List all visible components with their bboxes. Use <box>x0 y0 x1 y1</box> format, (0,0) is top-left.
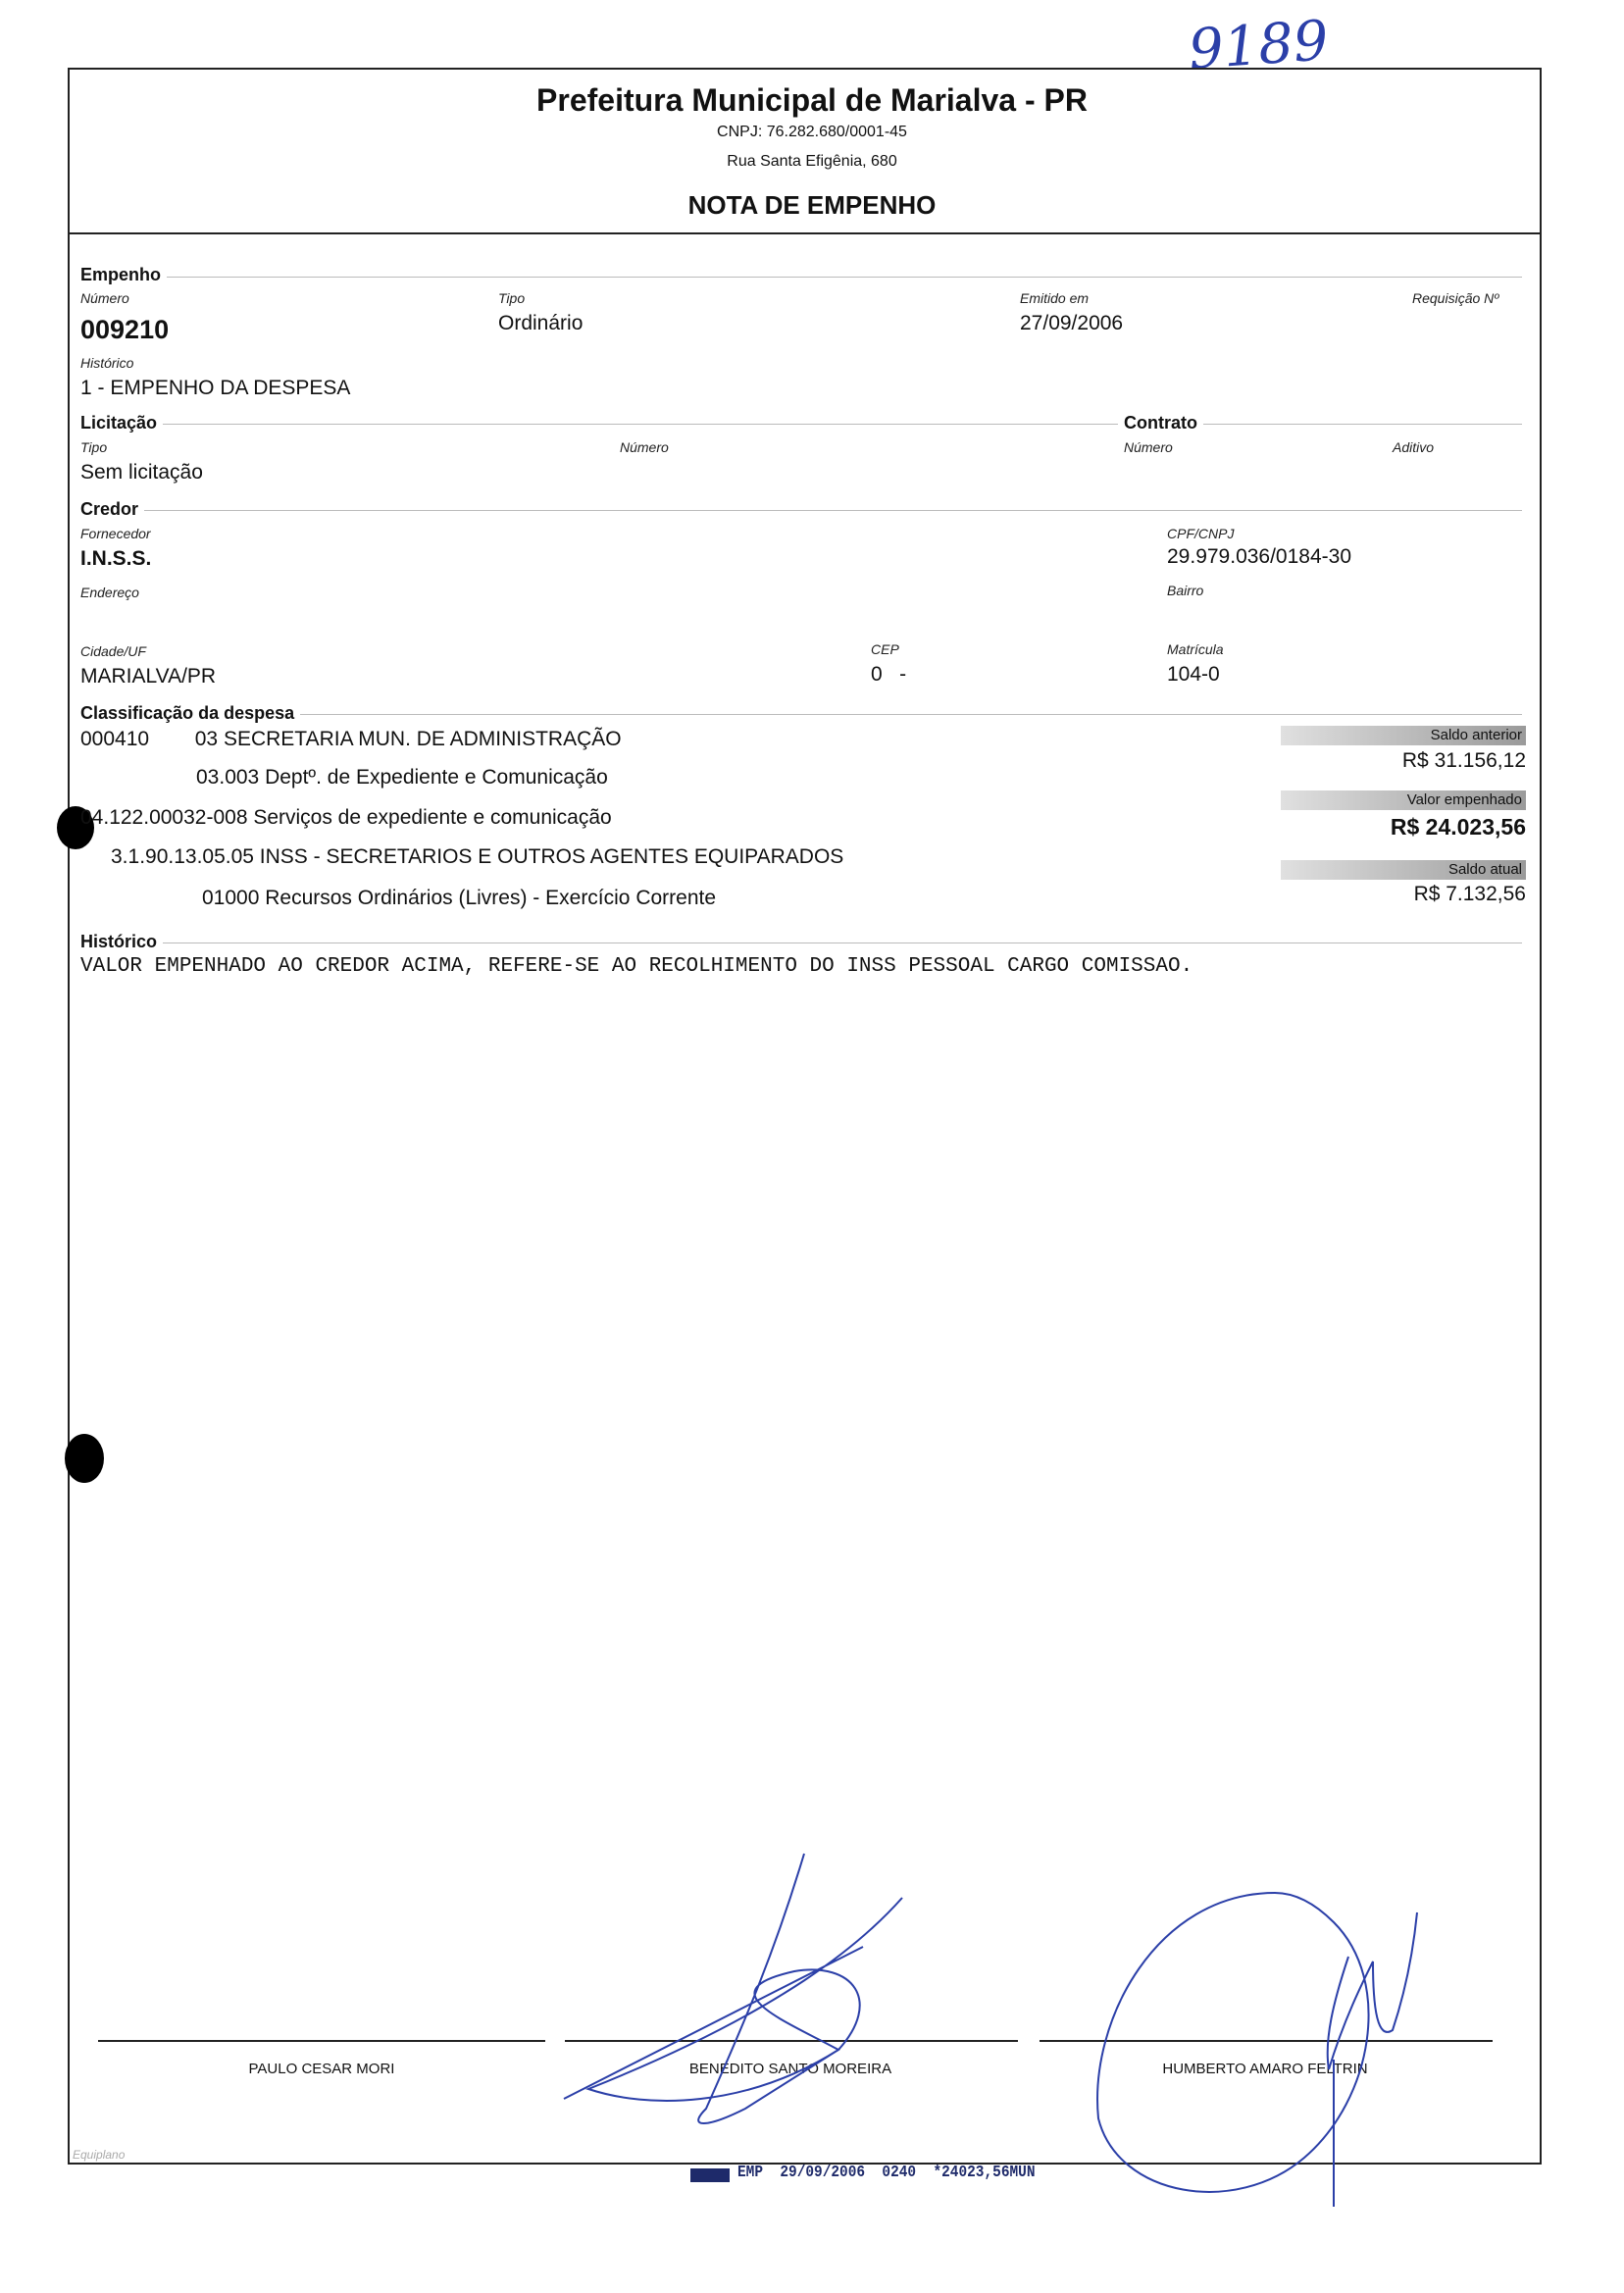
numero-label: Número <box>80 290 129 306</box>
document-title: NOTA DE EMPENHO <box>687 190 937 220</box>
signature-name-1: PAULO CESAR MORI <box>248 2061 395 2077</box>
software-credit: Equiplano <box>73 2148 126 2162</box>
classificacao-line-3: 04.122.00032-008 Serviços de expediente e comunicação <box>80 806 612 829</box>
classificacao-line-2: 03.003 Deptº. de Expediente e Comunicação <box>196 766 608 789</box>
historico-section-title: Histórico <box>80 932 163 952</box>
cidade-label: Cidade/UF <box>80 643 146 659</box>
tipo-value: Ordinário <box>498 312 584 334</box>
print-stamp: EMP 29/09/2006 0240 *24023,56MUN <box>737 2164 1036 2182</box>
emitido-label: Emitido em <box>1020 290 1090 306</box>
saldo-atual-value: R$ 7.132,56 <box>1413 883 1526 905</box>
matricula-value: 104-0 <box>1167 663 1220 686</box>
matricula-label: Matrícula <box>1167 641 1224 657</box>
classificacao-line-1: 000410 03 SECRETARIA MUN. DE ADMINISTRAÇÃO <box>80 728 622 750</box>
empenho-section-title: Empenho <box>80 265 167 285</box>
emitido-value: 27/09/2006 <box>1020 312 1124 334</box>
cidade-value: MARIALVA/PR <box>80 665 217 688</box>
saldo-anterior-label: Saldo anterior <box>1281 726 1526 745</box>
licitacao-tipo-label: Tipo <box>80 439 108 455</box>
cep-label: CEP <box>871 641 899 657</box>
print-stamp-logo <box>690 2168 730 2182</box>
fornecedor-label: Fornecedor <box>80 526 151 541</box>
signature-name-3: HUMBERTO AMARO FELTRIN <box>1162 2061 1368 2077</box>
bairro-label: Bairro <box>1167 583 1204 598</box>
classificacao-line-5: 01000 Recursos Ordinários (Livres) - Exercício Corrente <box>202 887 717 909</box>
address-text: Rua Santa Efigênia, 680 <box>727 153 897 170</box>
historico-label: Histórico <box>80 355 134 371</box>
historico-text: VALOR EMPENHADO AO CREDOR ACIMA, REFERE-SE AO RECOLHIMENTO DO INSS PESSOAL CARGO COMISSAO. <box>80 955 1193 978</box>
fornecedor-value: I.N.S.S. <box>80 547 152 570</box>
classificacao-section-title: Classificação da despesa <box>80 703 300 724</box>
credor-section-title: Credor <box>80 499 144 520</box>
cpf-label: CPF/CNPJ <box>1167 526 1235 541</box>
cep-value: 0 - <box>871 663 907 686</box>
saldo-anterior-value: R$ 31.156,12 <box>1401 749 1526 772</box>
contrato-section-title: Contrato <box>1118 413 1203 433</box>
valor-empenhado-value: R$ 24.023,56 <box>1390 814 1526 840</box>
saldo-atual-label: Saldo atual <box>1281 860 1526 880</box>
classificacao-line-4: 3.1.90.13.05.05 INSS - SECRETARIOS E OUTROS AGENTES EQUIPARADOS <box>111 845 844 868</box>
valor-empenhado-label: Valor empenhado <box>1281 790 1526 810</box>
licitacao-section-title: Licitação <box>80 413 163 433</box>
signature-name-2: BENEDITO SANTO MOREIRA <box>688 2061 892 2077</box>
contrato-aditivo-label: Aditivo <box>1393 439 1435 455</box>
requisicao-label: Requisição Nº <box>1412 290 1499 306</box>
licitacao-tipo-value: Sem licitação <box>80 461 203 484</box>
handwritten-number: 9189 <box>1186 9 1331 82</box>
tipo-label: Tipo <box>498 290 526 306</box>
licitacao-numero-label: Número <box>620 439 669 455</box>
contrato-numero-label: Número <box>1124 439 1173 455</box>
cpf-value: 29.979.036/0184-30 <box>1167 545 1352 568</box>
cnpj-text: CNPJ: 76.282.680/0001-45 <box>717 124 907 140</box>
empenho-number: 009210 <box>80 315 170 344</box>
historico-value: 1 - EMPENHO DA DESPESA <box>80 377 351 399</box>
endereco-label: Endereço <box>80 585 139 600</box>
page-title: Prefeitura Municipal de Marialva - PR <box>536 82 1088 118</box>
